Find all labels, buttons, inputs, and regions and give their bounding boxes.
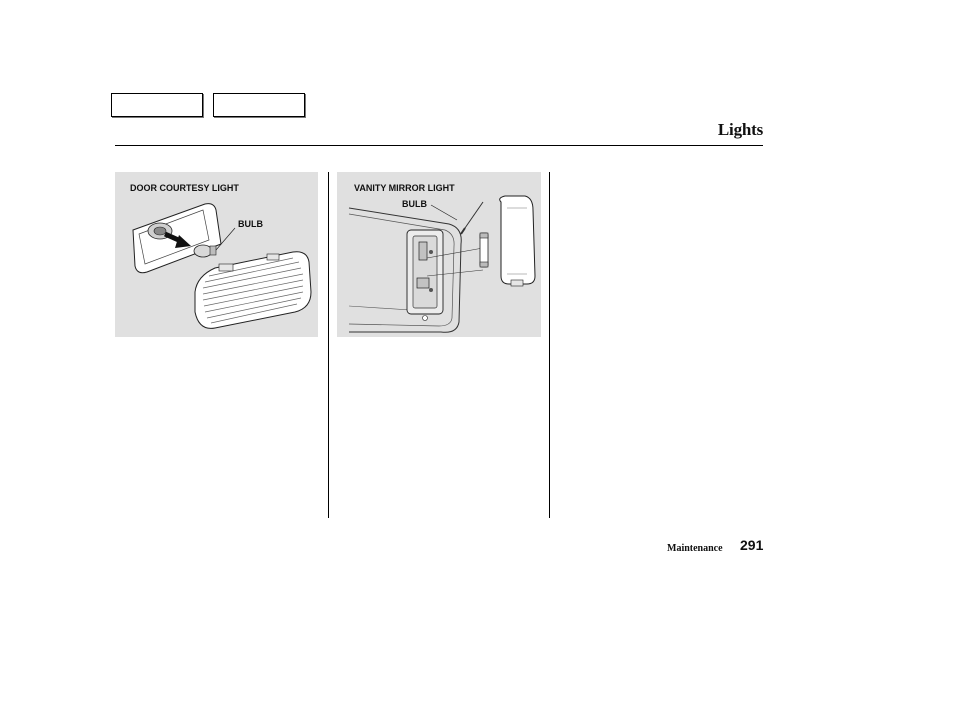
vanity-mirror-light-illustration (337, 172, 541, 337)
bulb-icon (480, 233, 488, 267)
door-courtesy-light-figure (115, 172, 318, 337)
bulb-icon (194, 245, 216, 257)
door-bulb-callout: BULB (238, 219, 263, 229)
page-number: 291 (740, 537, 764, 553)
vanity-bulb-callout: BULB (402, 199, 427, 209)
lens-cover-icon (195, 252, 311, 329)
index-button[interactable] (213, 93, 305, 117)
page-title: Lights (717, 120, 763, 139)
vanity-mirror-light-caption: VANITY MIRROR LIGHT (354, 183, 455, 193)
footer-section-name: Maintenance (667, 543, 723, 554)
door-courtesy-light-caption: DOOR COURTESY LIGHT (130, 183, 239, 193)
header-rule (115, 145, 763, 146)
door-courtesy-light-illustration (115, 172, 318, 337)
lens-cover-icon (500, 196, 535, 286)
column-divider-left (328, 172, 329, 518)
column-divider-right (549, 172, 550, 518)
vanity-mirror-light-figure (337, 172, 541, 337)
main-menu-button[interactable] (111, 93, 203, 117)
